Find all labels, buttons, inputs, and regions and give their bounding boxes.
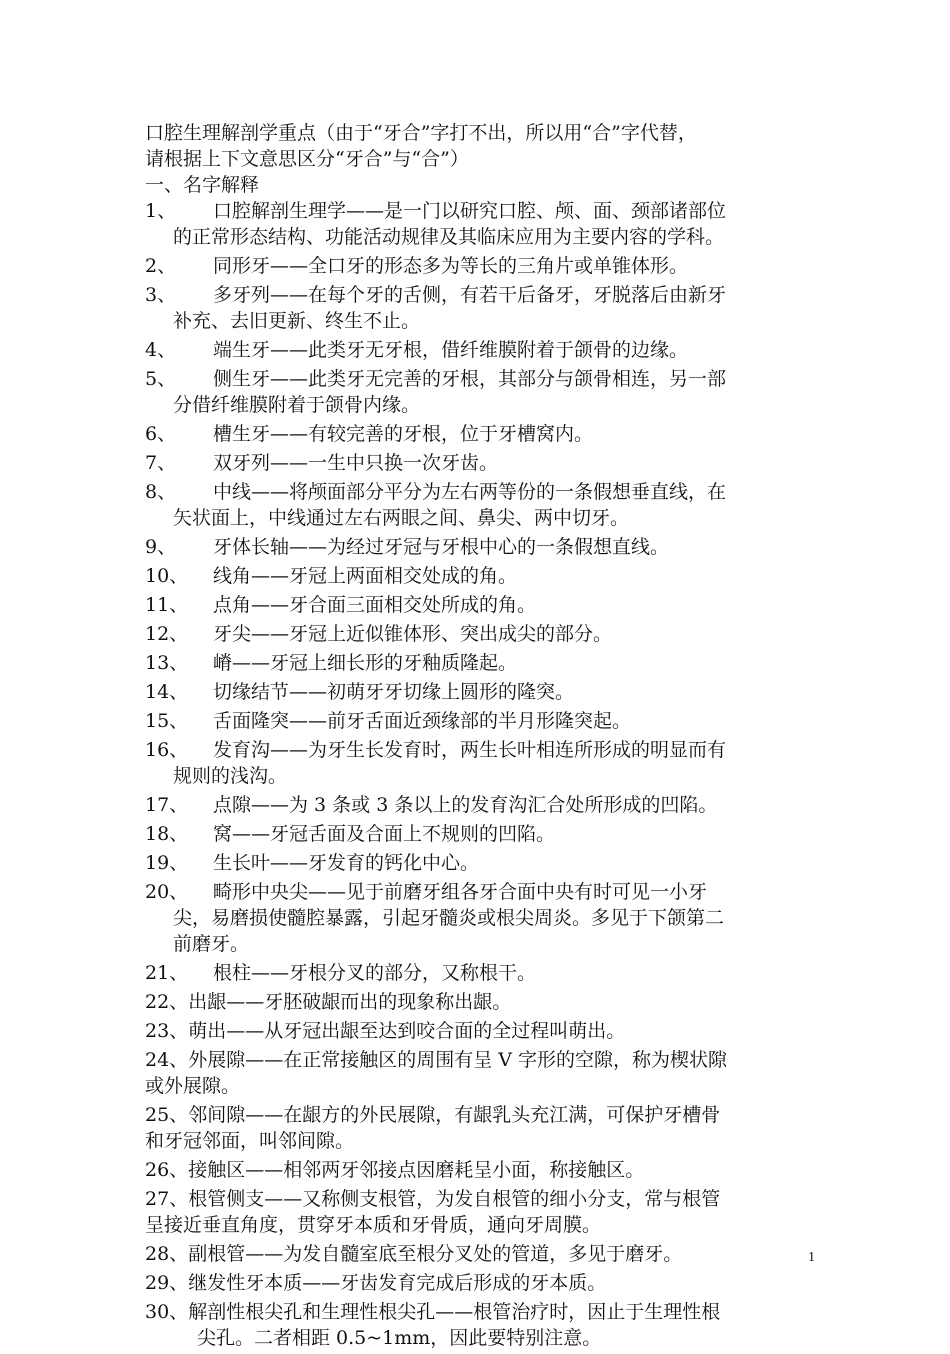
item-text-continuation: 或外展隙。 [145, 1075, 241, 1097]
definition-item [145, 450, 815, 476]
item-text: 窝——牙冠舌面及合面上不规则的凹陷。 [213, 823, 556, 845]
item-text: 出龈——牙胚破龈而出的现象称出龈。 [188, 991, 512, 1013]
definition-item [145, 479, 815, 531]
item-text-continuation: 呈接近垂直角度，贯穿牙本质和牙骨质，通向牙周膜。 [145, 1214, 602, 1236]
item-number: 7、 [145, 452, 177, 474]
definition-item [145, 1157, 815, 1183]
item-text: 根柱——牙根分叉的部分，又称根干。 [213, 962, 537, 984]
item-number: 6、 [145, 423, 177, 445]
item-number: 13、 [145, 652, 189, 674]
item-number: 17、 [145, 794, 189, 816]
definition-item [145, 1299, 815, 1351]
item-text-continuation: 矢状面上，中线通过左右两眼之间、鼻尖、两中切牙。 [173, 507, 630, 529]
item-text: 副根管——为发自髓室底至根分叉处的管道，多见于磨牙。 [188, 1243, 683, 1265]
item-text: 发育沟——为牙生长发育时，两生长叶相连所形成的明显而有 [213, 739, 727, 761]
item-number: 29、 [145, 1272, 189, 1294]
definition-item [145, 337, 815, 363]
item-text-continuation: 补充、去旧更新、终生不止。 [173, 310, 421, 332]
item-text: 舌面隆突——前牙舌面近颈缘部的半月形隆突起。 [213, 710, 632, 732]
definition-item [145, 879, 815, 957]
definition-item [145, 821, 815, 847]
item-text-continuation: 的正常形态结构、功能活动规律及其临床应用为主要内容的学科。 [173, 226, 725, 248]
item-number: 15、 [145, 710, 189, 732]
item-number: 26、 [145, 1159, 189, 1181]
item-number: 14、 [145, 681, 189, 703]
definition-item [145, 253, 815, 279]
item-text: 点角——牙合面三面相交处所成的角。 [213, 594, 537, 616]
item-text: 解剖性根尖孔和生理性根尖孔——根管治疗时，因止于生理性根 [188, 1301, 721, 1323]
definition-item [145, 421, 815, 447]
item-text: 中线——将颅面部分平分为左右两等份的一条假想垂直线，在 [213, 481, 727, 503]
item-number: 3、 [145, 284, 177, 306]
page-number: 1 [808, 1250, 815, 1265]
definition-item [145, 650, 815, 676]
item-text: 根管侧支——又称侧支根管，为发自根管的细小分支，常与根管 [188, 1188, 721, 1210]
definition-item [145, 366, 815, 418]
definition-item [145, 989, 815, 1015]
section-heading: 一、名字解释 [145, 174, 260, 196]
definition-item [145, 679, 815, 705]
definition-item [145, 1018, 815, 1044]
item-text: 端生牙——此类牙无牙根，借纤维膜附着于颌骨的边缘。 [213, 339, 689, 361]
item-number: 12、 [145, 623, 189, 645]
definition-item [145, 792, 815, 818]
item-number: 1、 [145, 200, 177, 222]
item-number: 16、 [145, 739, 189, 761]
item-number: 21、 [145, 962, 189, 984]
item-number: 23、 [145, 1020, 189, 1042]
item-number: 8、 [145, 481, 177, 503]
definition-item [145, 737, 815, 789]
item-text: 口腔解剖生理学——是一门以研究口腔、颅、面、颈部诸部位 [213, 200, 727, 222]
item-text: 点隙——为 3 条或 3 条以上的发育沟汇合处所形成的凹陷。 [213, 794, 718, 816]
definition-item [145, 592, 815, 618]
item-number: 19、 [145, 852, 189, 874]
definition-item [145, 621, 815, 647]
definition-item [145, 1102, 815, 1154]
item-text: 邻间隙——在龈方的外民展隙，有龈乳头充江满，可保护牙槽骨 [188, 1104, 721, 1126]
item-text-continuation: 和牙冠邻面，叫邻间隙。 [145, 1130, 355, 1152]
item-number: 22、 [145, 991, 189, 1013]
item-number: 28、 [145, 1243, 189, 1265]
item-text-continuation: 尖，易磨损使髓腔暴露，引起牙髓炎或根尖周炎。多见于下颌第二 [173, 907, 725, 929]
item-text: 线角——牙冠上两面相交处成的角。 [213, 565, 518, 587]
definition-item [145, 960, 815, 986]
document-body [145, 120, 815, 1354]
item-number: 9、 [145, 536, 177, 558]
item-number: 11、 [145, 594, 189, 616]
definition-item [145, 1186, 815, 1238]
definition-item [145, 1241, 815, 1267]
item-text: 多牙列——在每个牙的舌侧，有若干后备牙，牙脱落后由新牙 [213, 284, 727, 306]
item-text-continuation: 规则的浅沟。 [173, 765, 288, 787]
item-text: 萌出——从牙冠出龈至达到咬合面的全过程叫萌出。 [188, 1020, 626, 1042]
item-text: 畸形中央尖——见于前磨牙组各牙合面中央有时可见一小牙 [213, 881, 708, 903]
item-number: 5、 [145, 368, 177, 390]
item-text: 槽生牙——有较完善的牙根，位于牙槽窝内。 [213, 423, 594, 445]
document-title-line-2: 请根据上下文意思区分“牙合”与“合”） [145, 148, 469, 170]
definition-item [145, 198, 815, 250]
item-text: 切缘结节——初萌牙牙切缘上圆形的隆突。 [213, 681, 575, 703]
item-text: 生长叶——牙发育的钙化中心。 [213, 852, 480, 874]
item-number: 20、 [145, 881, 189, 903]
item-text-continuation: 分借纤维膜附着于颌骨内缘。 [173, 394, 421, 416]
definition-list [145, 198, 815, 1351]
item-number: 4、 [145, 339, 177, 361]
item-text: 双牙列——一生中只换一次牙齿。 [213, 452, 499, 474]
item-number: 30、 [145, 1301, 189, 1323]
item-text-continuation: 前磨牙。 [173, 933, 250, 955]
definition-item [145, 563, 815, 589]
definition-item [145, 1270, 815, 1296]
definition-item [145, 708, 815, 734]
item-number: 10、 [145, 565, 189, 587]
definition-item [145, 1047, 815, 1099]
definition-item [145, 534, 815, 560]
definition-item [145, 850, 815, 876]
item-text: 牙尖——牙冠上近似锥体形、突出成尖的部分。 [213, 623, 613, 645]
item-number: 27、 [145, 1188, 189, 1210]
item-text: 侧生牙——此类牙无完善的牙根，其部分与颌骨相连，另一部 [213, 368, 727, 390]
item-number: 2、 [145, 255, 177, 277]
item-text-continuation: 尖孔。二者相距 0.5~1mm，因此要特别注意。 [197, 1327, 602, 1349]
definition-item [145, 282, 815, 334]
item-text: 嵴——牙冠上细长形的牙釉质隆起。 [213, 652, 518, 674]
item-text: 同形牙——全口牙的形态多为等长的三角片或单锥体形。 [213, 255, 689, 277]
document-title-line-1: 口腔生理解剖学重点（由于“牙合”字打不出，所以用“合”字代替， [145, 122, 697, 144]
item-text: 牙体长轴——为经过牙冠与牙根中心的一条假想直线。 [213, 536, 670, 558]
item-text: 外展隙——在正常接触区的周围有呈 V 字形的空隙，称为楔状隙 [188, 1049, 727, 1071]
item-text: 接触区——相邻两牙邻接点因磨耗呈小面，称接触区。 [188, 1159, 645, 1181]
item-number: 24、 [145, 1049, 189, 1071]
item-text: 继发性牙本质——牙齿发育完成后形成的牙本质。 [188, 1272, 607, 1294]
item-number: 25、 [145, 1104, 189, 1126]
item-number: 18、 [145, 823, 189, 845]
